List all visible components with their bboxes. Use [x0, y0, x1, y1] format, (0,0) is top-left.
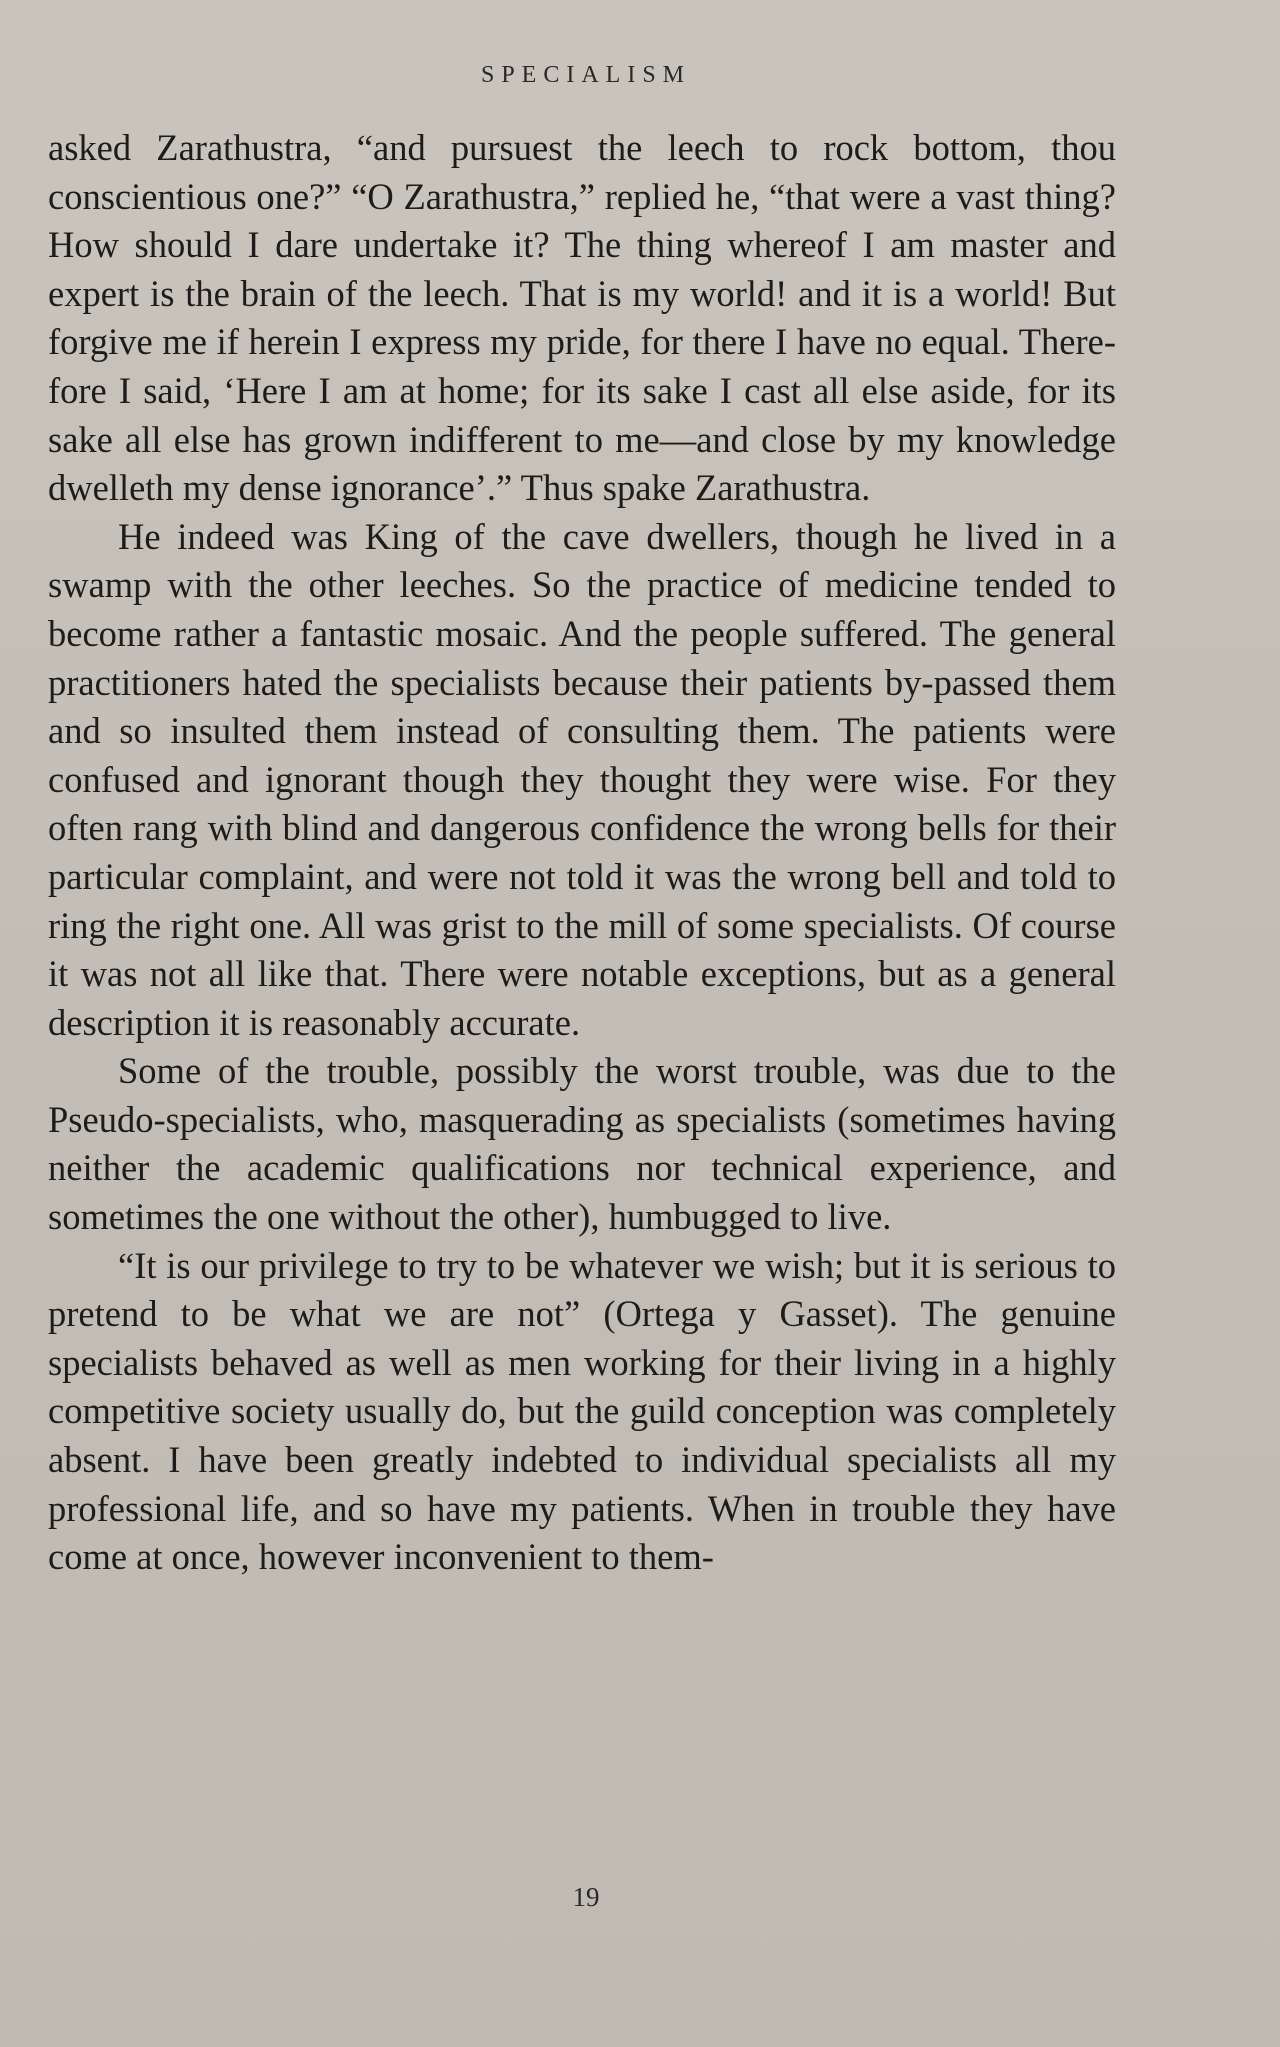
body-text	[48, 124, 1116, 1582]
paragraph-4: “It is our privilege to try to be whatever we wish; but it is serious to pretend to be what we are not” (Ortega y Gasset). The genuine specialists behaved as well as men working for their living in a highly competitive society usually do, but the guild conception was completely absent. I have been greatly indebted to individual specialists all my professional life, and so have my patients. When in trouble they have come at once, however inconvenient to them-	[48, 1244, 1116, 1578]
paragraph-1: asked Zarathustra, “and pursuest the leech to rock bottom, thou conscientious one?” “O Zarathustra,” replied he, “that were a vast thing? How should I dare undertake it? The thing whereof I am master and expert is the brain of the leech. That is my world! and it is a world! But forgive me if herein I express my pride, for there I have no equal. There-fore I said, ‘Here I am at home; for its sake I cast all else aside, for its sake all else has grown indifferent to me—and close by my knowledge dwelleth my dense ignorance’.” Thus spake Zarathustra.	[48, 127, 1116, 509]
running-head: SPECIALISM	[480, 62, 692, 88]
paragraph-3: Some of the trouble, possibly the worst trouble, was due to the Pseudo-specialists, who, masquerading as specialists (sometimes having neither the academic qualifications nor technical experience, and sometimes the one without the other), humbugged to live.	[48, 1050, 1116, 1238]
page-number: 19	[572, 1882, 600, 1912]
paragraph-2: He indeed was King of the cave dwellers, though he lived in a swamp with the other leeches. So the practice of medicine tended to become rather a fantastic mosaic. And the people suffered. The general practitioners hated the specialists because their patients by-passed them and so insulted them instead of consulting them. The patients were confused and ignorant though they thought they were wise. For they often rang with blind and dangerous confidence the wrong bells for their particular complaint, and were not told it was the wrong bell and told to ring the right one. All was grist to the mill of some specialists. Of course it was not all like that. There were notable exceptions, but as a general description it is reasonably accurate.	[48, 515, 1116, 1043]
